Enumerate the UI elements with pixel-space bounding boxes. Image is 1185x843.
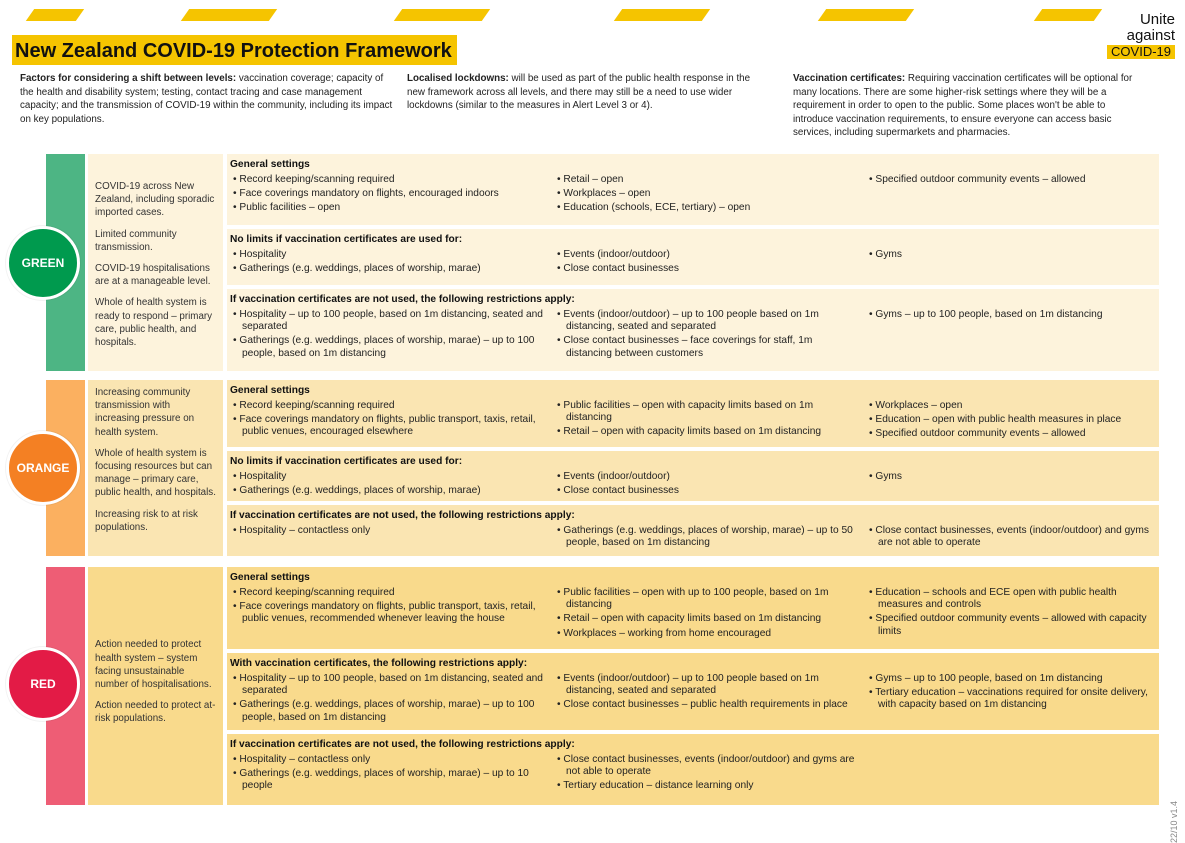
list-item: • Hospitality – contactless only [233,525,371,536]
orange-general-settings: General settings • Record keeping/scanning required • Face coverings mandatory on flights, public transport, taxis, retail, public venues, encouraged elsewhere • Public facilities – open with capacity limits based on 1m distancing • Retail – open with capacity limits based on 1m distancing • Workplaces – open • Education – open with public health measures in place • Specified outdoor community events – allowed [227,380,1159,447]
list-item: • Workplaces – working from home encouraged [557,627,772,639]
orange-no-limits: No limits if vaccination certificates are used for: • Hospitality • Gatherings (e.g. weddings, places of worship, marae) • Events (indoor/outdoor) • Close contact businesses • Gyms [227,451,1159,501]
list-item: • Events (indoor/outdoor) [557,249,670,260]
list-item: • Workplaces – open [557,188,651,200]
list-item: • Events (indoor/outdoor) – up to 100 people based on 1m distancing, seated and separated [557,673,819,697]
list-item: • Events (indoor/outdoor) [557,471,670,482]
list-item: • Specified outdoor community events – allowed [869,428,1086,440]
green-restrictions: If vaccination certificates are not used, the following restrictions apply: • Hospitality – up to 100 people, based on 1m distancing, seated and separated • Gatherings (e.g. weddings, places of worship, marae) – up to 100 people, based on 1m distancing • Events (indoor/outdoor) – up to 100 people based on 1m distancing, seated and separated • Close contact businesses – face coverings for staff, 1m distancing between customers • Gyms – up to 100 people, based on 1m distancing [227,289,1159,371]
list-item: • Gyms – up to 100 people, based on 1m distancing [869,309,1103,320]
green-level-badge: GREEN [6,226,80,300]
list-item: • Close contact businesses [557,263,679,275]
list-item: • Education – schools and ECE open with public health measures and controls [869,587,1117,611]
green-no-limits: No limits if vaccination certificates are used for: • Hospitality • Gatherings (e.g. weddings, places of worship, marae) • Events (indoor/outdoor) • Close contact businesses • Gyms [227,229,1159,285]
list-item: • Events (indoor/outdoor) – up to 100 people based on 1m distancing, seated and separated [557,309,819,333]
list-item: • Gatherings (e.g. weddings, places of worship, marae) – up to 50 people, based on 1m distancing [557,525,853,549]
decorative-stripe [181,9,277,21]
red-with-certificates: With vaccination certificates, the following restrictions apply: • Hospitality – up to 100 people, based on 1m distancing, seated and separated • Gatherings (e.g. weddings, places of worship, marae) – up to 100 people, based on 1m distancing • Events (indoor/outdoor) – up to 100 people based on 1m distancing, seated and separated • Close contact businesses – public health requirements in place • Gyms – up to 100 people, based on 1m distancing • Tertiary education – vaccinations required for onsite delivery, with capacity based on 1m distancing [227,653,1159,730]
list-item: • Gyms [869,471,903,482]
intro-lockdowns: Localised lockdowns: will be used as part of the public health response in the new framework across all levels, and there may still be a need to use wider lockdowns (similar to the measures in Alert Level 3 or 4). [407,73,751,111]
list-item: • Retail – open with capacity limits based on 1m distancing [557,613,822,625]
list-item: • Education – open with public health measures in place [869,414,1122,426]
list-item: • Record keeping/scanning required [233,174,395,185]
list-item: • Gatherings (e.g. weddings, places of worship, marae) – up to 100 people, based on 1m distancing [233,699,535,723]
list-item: • Gyms [869,249,903,260]
list-item: • Education (schools, ECE, tertiary) – open [557,202,751,214]
green-general-settings: General settings • Record keeping/scanning required • Face coverings mandatory on flights, encouraged indoors • Public facilities – open • Retail – open • Workplaces – open • Education (schools, ECE, tertiary) – open • Specified outdoor community events – allowed [227,154,1159,225]
decorative-stripe [818,9,914,21]
list-item: • Gatherings (e.g. weddings, places of worship, marae) [233,263,481,275]
decorative-stripe [394,9,490,21]
orange-level-badge: ORANGE [6,431,80,505]
list-item: • Close contact businesses [557,485,679,497]
list-item: • Close contact businesses, events (indoor/outdoor) and gyms are not able to operate [557,754,855,778]
list-item: • Hospitality – up to 100 people, based on 1m distancing, seated and separated [233,309,543,333]
red-level-badge: RED [6,647,80,721]
green-level-description: COVID-19 across New Zealand, including sporadic imported cases. Limited community transmission. COVID-19 hospitalisations are at a manageable level. Whole of health system is ready to respond – primary care, public health, and hospitals. [88,154,223,371]
list-item: • Close contact businesses – public health requirements in place [557,699,848,711]
list-item: • Tertiary education – distance learning only [557,780,754,792]
list-item: • Face coverings mandatory on flights, public transport, taxis, retail, public venues, encouraged elsewhere [233,414,536,438]
list-item: • Workplaces – open [869,400,963,411]
page-title: New Zealand COVID-19 Protection Framework [12,35,457,65]
list-item: • Specified outdoor community events – allowed with capacity limits [869,613,1147,637]
list-item: • Gatherings (e.g. weddings, places of worship, marae) – up to 100 people, based on 1m distancing [233,335,535,359]
decorative-stripe [1034,9,1102,21]
list-item: • Hospitality – contactless only [233,754,371,765]
list-item: • Face coverings mandatory on flights, encouraged indoors [233,188,499,200]
unite-against-covid-logo: Unite against COVID-19 [1107,12,1175,60]
list-item: • Close contact businesses, events (indoor/outdoor) and gyms are not able to operate [869,525,1149,549]
list-item: • Retail – open with capacity limits based on 1m distancing [557,426,822,438]
decorative-stripe [26,9,84,21]
decorative-stripe [614,9,710,21]
list-item: • Public facilities – open with capacity limits based on 1m distancing [557,400,814,424]
list-item: • Hospitality [233,249,287,260]
list-item: • Public facilities – open [233,202,341,214]
list-item: • Close contact businesses – face coverings for staff, 1m distancing between customers [557,335,813,359]
red-general-settings: General settings • Record keeping/scanning required • Face coverings mandatory on flights, public transport, taxis, retail, public venues, recommended whenever leaving the house • Public facilities – open with up to 100 people, based on 1m distancing • Retail – open with capacity limits based on 1m distancing • Workplaces – working from home encouraged • Education – schools and ECE open with public health measures and controls • Specified outdoor community events – allowed with capacity limits [227,567,1159,649]
list-item: • Hospitality – up to 100 people, based on 1m distancing, seated and separated [233,673,543,697]
orange-restrictions: If vaccination certificates are not used, the following restrictions apply: • Hospitality – contactless only • Gatherings (e.g. weddings, places of worship, marae) – up to 50 people, based on 1m distancing • Close contact businesses, events (indoor/outdoor) and gyms are not able to operate [227,505,1159,556]
list-item: • Tertiary education – vaccinations required for onsite delivery, with capacity based on 1m distancing [869,687,1148,711]
list-item: • Retail – open [557,174,624,185]
red-restrictions: If vaccination certificates are not used, the following restrictions apply: • Hospitality – contactless only • Gatherings (e.g. weddings, places of worship, marae) – up to 10 people • Close contact businesses, events (indoor/outdoor) and gyms are not able to operate • Tertiary education – distance learning only [227,734,1159,805]
version-label: 22/10 v1.4 [1169,801,1179,843]
list-item: • Public facilities – open with up to 100 people, based on 1m distancing [557,587,829,611]
list-item: • Face coverings mandatory on flights, public transport, taxis, retail, public venues, recommended whenever leaving the house [233,601,536,625]
red-level-description: Action needed to protect health system – system facing unsustainable number of hospitalisations. Action needed to protect at-risk populations. [88,567,223,805]
orange-level-description: Increasing community transmission with increasing pressure on health system. Whole of health system is focusing resources but can manage – primary care, public health, and hospitals. Increasing risk to at risk populations. [88,380,223,556]
list-item: • Specified outdoor community events – allowed [869,174,1086,185]
list-item: • Hospitality [233,471,287,482]
list-item: • Record keeping/scanning required [233,587,395,598]
intro-factors: Factors for considering a shift between levels: vaccination coverage; capacity of the health and disability system; testing, contact tracing and case management capacity; and the transmission of COVID-19 within the community, including its impact on key populations. [20,73,393,125]
intro-certificates: Vaccination certificates: Requiring vaccination certificates will be optional for many locations. There are some higher-risk settings where they will be a requirement in order to open to the public. Some places won't be able to introduce vaccination requirements, to ensure everyone can access basic services, including supermarkets and pharmacies. [793,73,1133,138]
list-item: • Gatherings (e.g. weddings, places of worship, marae) – up to 10 people [233,768,529,792]
list-item: • Gatherings (e.g. weddings, places of worship, marae) [233,485,481,497]
list-item: • Record keeping/scanning required [233,400,395,411]
list-item: • Gyms – up to 100 people, based on 1m distancing [869,673,1103,684]
